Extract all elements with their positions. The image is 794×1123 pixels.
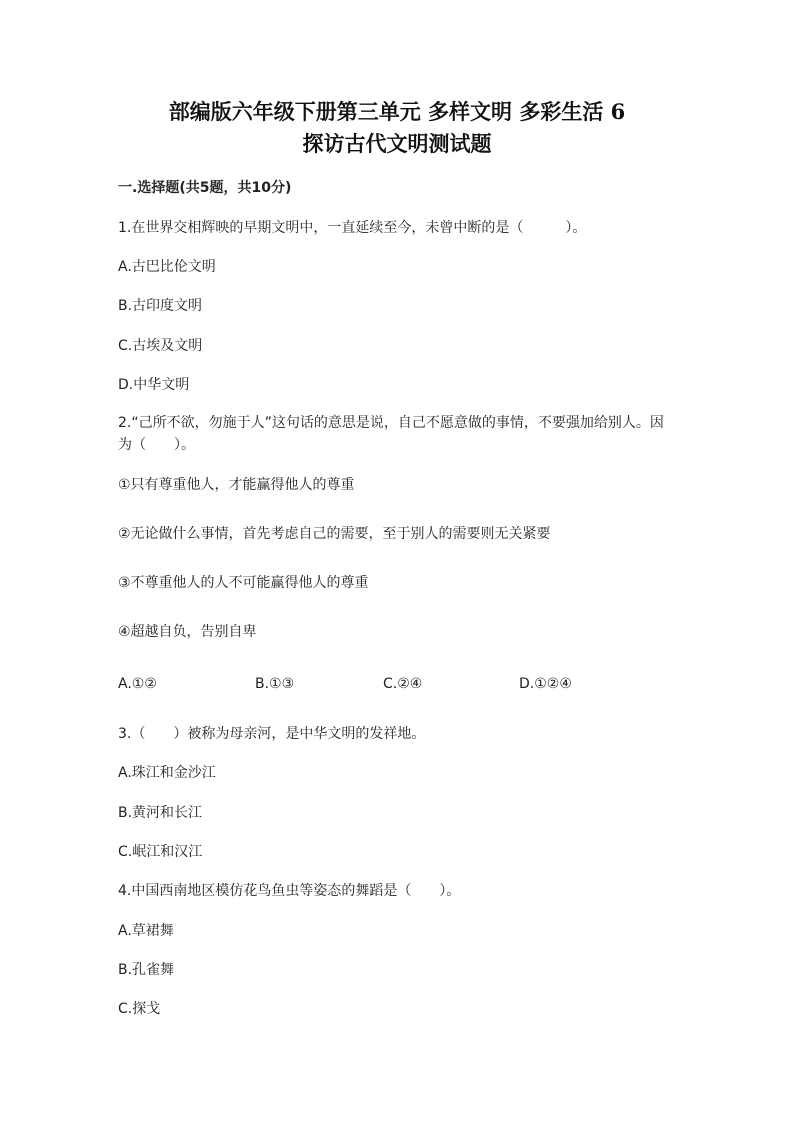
question-1-option-c: C.古埃及文明 xyxy=(118,338,203,354)
question-4-stem: 4.中国西南地区模仿花鸟鱼虫等姿态的舞蹈是（ ）。 xyxy=(118,883,461,899)
question-2-statement-1: ①只有尊重他人，才能赢得他人的尊重 xyxy=(118,477,355,493)
question-1-option-b: B.古印度文明 xyxy=(118,298,203,314)
question-2-statement-2: ②无论做什么事情，首先考虑自己的需要，至于别人的需要则无关紧要 xyxy=(118,526,551,542)
question-2-option-d: D.①②④ xyxy=(519,676,572,692)
question-1-option-d: D.中华文明 xyxy=(118,377,190,393)
question-3-option-a: A.珠江和金沙江 xyxy=(118,765,216,781)
question-4-option-c: C.探戈 xyxy=(118,1001,161,1017)
question-1-option-a: A.古巴比伦文明 xyxy=(118,259,216,275)
question-2-option-c: C.②④ xyxy=(383,676,423,692)
question-2-statement-3: ③不尊重他人的人不可能赢得他人的尊重 xyxy=(118,575,369,591)
question-2-statement-4: ④超越自负，告别自卑 xyxy=(118,624,257,640)
section-heading: 一.选择题(共5题，共10分) xyxy=(118,180,292,196)
question-2-stem: 2.“己所不欲，勿施于人”这句话的意思是说，自己不愿意做的事情，不要强加给别人。因为（ ）。 xyxy=(118,415,664,453)
question-2-options-row xyxy=(118,674,678,694)
question-1-stem: 1.在世界交相辉映的早期文明中，一直延续至今，未曾中断的是（ ）。 xyxy=(118,220,587,236)
question-2-option-b: B.①③ xyxy=(255,676,295,692)
question-2-option-a: A.①② xyxy=(118,676,157,692)
document-title-line2: 探访古代文明测试题 xyxy=(302,131,492,156)
question-4-option-b: B.孔雀舞 xyxy=(118,962,175,978)
question-4-option-a: A.草裙舞 xyxy=(118,923,174,939)
question-3-option-b: B.黄河和长江 xyxy=(118,805,203,821)
document-title-line1: 部编版六年级下册第三单元 多样文明 多彩生活 6 xyxy=(168,99,626,124)
question-3-option-c: C.岷江和汉江 xyxy=(118,844,203,860)
question-3-stem: 3.（ ）被称为母亲河，是中华文明的发祥地。 xyxy=(118,726,426,742)
